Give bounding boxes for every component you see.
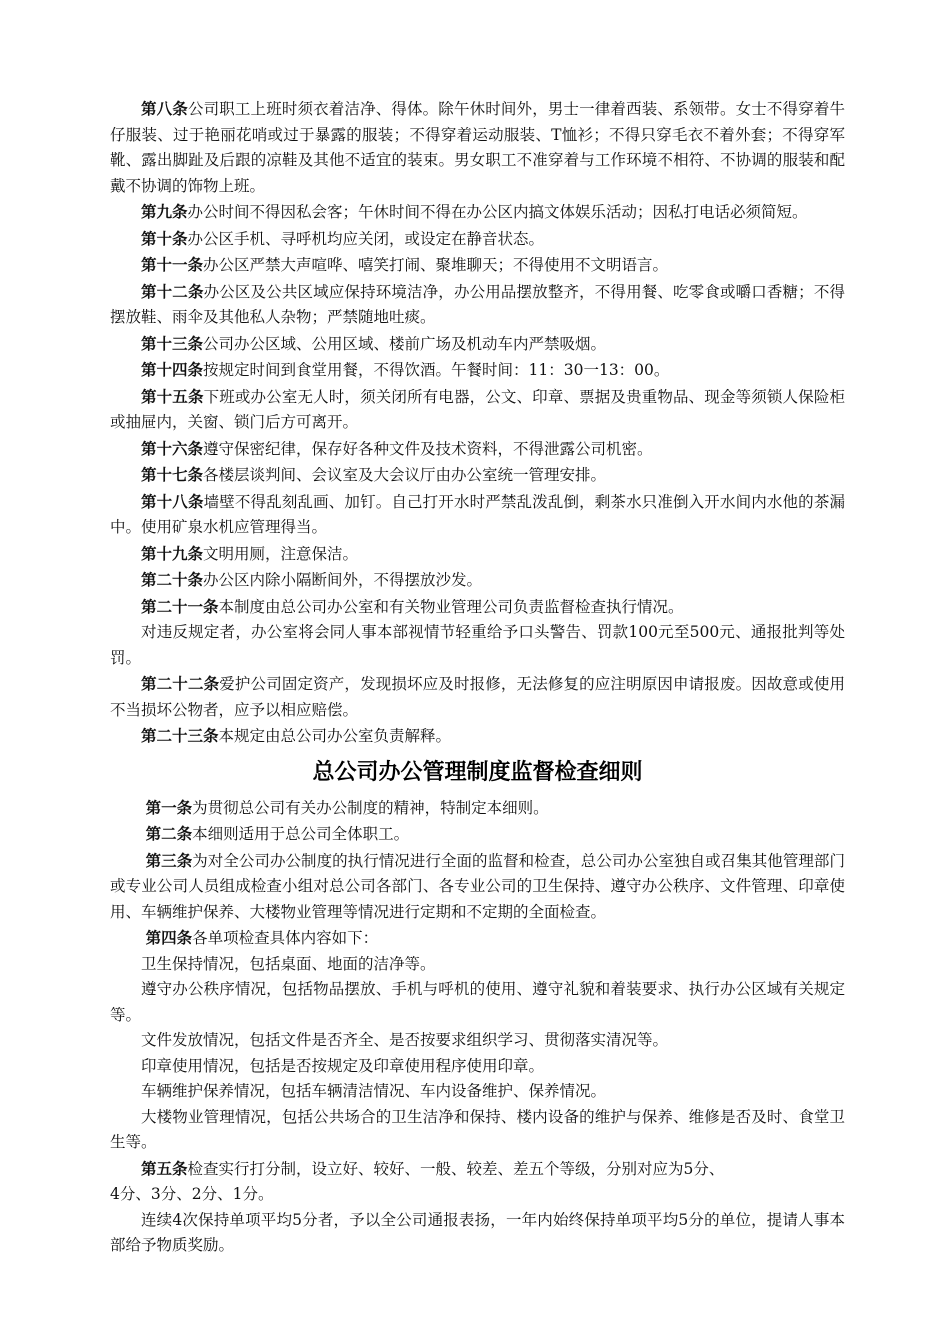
inspection-article-5-continued: 4分、3分、2分、1分。 [110,1185,274,1203]
article-text: 文明用厕，注意保洁。 [203,544,359,563]
inspection-article-5 [110,1156,845,1183]
article-18 [110,489,845,541]
article-20 [110,567,845,594]
inspection-article-2 [110,821,845,848]
article-13 [110,331,845,358]
article-text: 办公区及公共区域应保持环境洁净，办公用品摆放整齐，不得用餐、吃零食或嚼口香糖；不得摆放鞋、雨伞及其他私人杂物；严禁随地吐痰。 [110,282,845,326]
article-label: 第十一条 [141,255,204,274]
article-text: 本规定由总公司办公室负责解释。 [218,727,452,745]
article-text: 墙壁不得乱刻乱画、加钉。自己打开水时严禁乱泼乱倒，剩茶水只准倒入开水间内水他的茶漏中。使用矿泉水机应管理得当。 [110,492,845,536]
inspection-article-1 [110,795,845,822]
article-label: 第十二条 [141,281,204,301]
article-text: 为贯彻总公司有关办公制度的精神，特制定本细则。 [192,798,549,817]
inspection-item: 印章使用情况，包括是否按规定及印章使用程序使用印章。 [141,1056,545,1075]
section-office-rules [110,96,845,750]
inspection-article-3 [110,848,845,926]
closing-paragraph: 连续4次保持单项平均5分者，予以全公司通报表扬，一年内始终保持单项平均5分的单位，提请人事本部给予物质奖励。 [110,1210,845,1254]
article-label: 第九条 [141,202,188,221]
article-22 [110,671,845,723]
article-label: 第十六条 [141,438,204,458]
inspection-item: 车辆维护保养情况，包括车辆清洁情况、车内设备维护、保养情况。 [141,1082,607,1100]
article-19 [110,541,845,568]
article-text: 办公区严禁大声喧哗、嘻笑打闹、聚堆聊天；不得使用不文明语言。 [203,256,669,274]
article-text: 遵守保密纪律，保存好各种文件及技术资料，不得泄露公司机密。 [203,439,653,458]
article-label: 第十五条 [141,386,204,406]
article-17 [110,462,845,489]
article-text: 按规定时间到食堂用餐，不得饮酒。午餐时间：11：30一13：00。 [203,361,670,379]
article-text: 公司职工上班时须衣着洁净、得体。除午休时间外，男士一律着西装、系领带。女士不得穿着牛仔服装、过于艳丽花哨或过于暴露的服装；不得穿着运动服装、T恤衫；不得只穿毛衣不着外套；不得穿军靴、露出脚趾及后跟的凉鞋及其他不适宜的装束。男女职工不准穿着与工作环境不相符、不协调的服装和配戴不协调的饰物上班。 [110,100,845,195]
article-label: 第五条 [141,1158,188,1178]
article-label: 第十条 [141,228,188,248]
article-12 [110,279,845,331]
document-page [110,96,845,1259]
article-text: 办公区手机、寻呼机均应关闭，或设定在静音状态。 [187,229,545,248]
section-title: 总公司办公管理制度监督检查细则 [312,759,643,785]
article-text: 各单项检查具体内容如下： [192,929,379,947]
article-14 [110,357,845,384]
article-11 [110,252,845,279]
inspection-item: 文件发放情况，包括文件是否齐全、是否按要求组织学习、贯彻落实清况等。 [141,1031,669,1049]
article-9 [110,199,845,226]
article-label: 第十八条 [141,491,204,511]
article-text: 对违反规定者，办公室将会同人事本部视情节轻重给予口头警告、罚款100元至500元、通报批判等处罚。 [110,623,845,667]
article-label: 第二十二条 [141,674,220,693]
article-16 [110,436,845,463]
article-8 [110,96,845,199]
article-text: 各楼层谈判间、会议室及大会议厅由办公室统一管理安排。 [203,466,607,484]
article-21 [110,594,845,621]
article-10 [110,226,845,253]
article-text: 为对全公司办公制度的执行情况进行全面的监督和检查，总公司办公室独自或召集其他管理部门或专业公司人员组成检查小组对总公司各部门、各专业公司的卫生保持、遵守办公秩序、文件管理、印章使用、车辆维护保养、大楼物业管理等情况进行定期和不定期的全面检查。 [110,851,845,921]
article-label: 第一条 [145,797,193,817]
article-text: 本细则适用于总公司全体职工。 [192,825,410,843]
article-label: 第十九条 [141,543,204,563]
article-text: 办公时间不得因私会客；午休时间不得在办公区内搞文体娱乐活动；因私打电话必须简短。 [187,203,808,221]
article-15 [110,384,845,436]
inspection-item: 大楼物业管理情况，包括公共场合的卫生洁净和保持、楼内设备的维护与保养、维修是否及时、食堂卫生等。 [110,1107,845,1151]
inspection-item: 遵守办公秩序情况，包括物品摆放、手机与呼机的使用、遵守礼貌和着装要求、执行办公区域有关规定等。 [110,980,845,1024]
article-23 [110,723,845,750]
article-label: 第十七条 [141,465,204,484]
article-text: 办公区内除小隔断间外，不得摆放沙发。 [203,571,483,589]
article-label: 第二十条 [141,570,204,589]
inspection-article-4 [110,925,845,952]
article-label: 第四条 [145,928,193,947]
article-label: 第八条 [141,99,188,118]
article-label: 第二十三条 [141,726,219,745]
article-text: 公司办公区域、公用区域、楼前广场及机动车内严禁吸烟。 [203,334,607,353]
article-label: 第三条 [145,850,193,870]
inspection-item: 卫生保持情况，包括桌面、地面的洁净等。 [141,954,436,973]
article-text: 检查实行打分制，设立好、较好、一般、较差、差五个等级，分别对应为5分、 [187,1159,725,1178]
article-label: 第十三条 [141,333,204,353]
article-text: 爱护公司固定资产，发现损坏应及时报修，无法修复的应注明原因申请报废。因故意或使用不当损坏公物者，应予以相应赔偿。 [110,675,845,719]
article-label: 第二条 [145,824,193,843]
section-inspection-rules [110,795,845,1259]
article-text: 本制度由总公司办公室和有关物业管理公司负责监督检查执行情况。 [218,597,684,616]
penalty-paragraph [110,620,845,671]
article-label: 第十四条 [141,360,204,379]
article-label: 第二十一条 [141,596,219,616]
article-text: 下班或办公室无人时，须关闭所有电器，公文、印章、票据及贵重物品、现金等须锁人保险柜或抽屉内，关窗、锁门后方可离开。 [110,387,845,431]
